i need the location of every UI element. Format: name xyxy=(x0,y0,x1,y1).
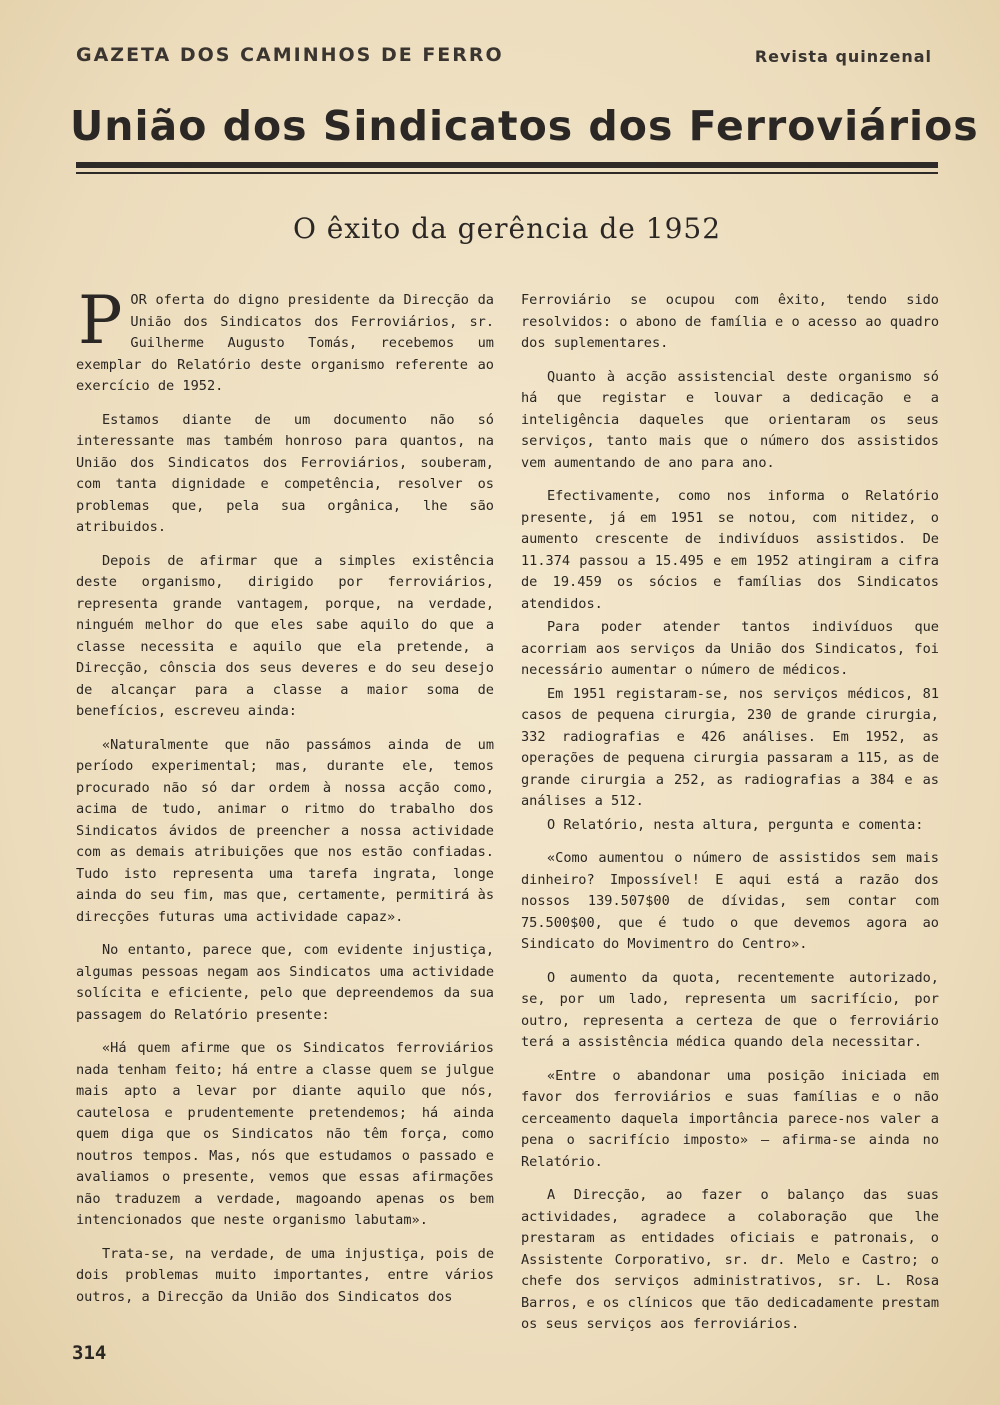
paragraph: Para poder atender tantos indivíduos que acorriam aos serviços da União dos Sindicatos, foi necessário aumentar o número de médicos. xyxy=(521,619,939,678)
paragraph: A Direcção, ao fazer o balanço das suas actividades, agradece a colaboração que lhe prestaram as entidades oficiais e patronais, o Assistente Corporativo, sr. dr. Melo e Castro; o chefe dos serviços administrativos, sr. L. Rosa Barros, e os clínicos que tão dedicadamente prestam os seus serviços aos ferroviários. xyxy=(521,1187,939,1332)
quote-paragraph: «Há quem afirme que os Sindicatos ferroviários nada tenham feito; há entre a classe quem se julgue mais apto a levar por diante aquilo que nós, cautelosa e prudentemente pretendemos; há ainda quem diga que os Sindicatos não têm força, como noutros tempos. Mas, nós que estudamos o passado e avaliamos o presente, vemos que essas afirmações não traduzem a verdade, magoando apenas os bem intencionados que neste organismo labutam». xyxy=(76,1040,494,1228)
quote-paragraph: «Naturalmente que não passámos ainda de um período experimental; mas, durante ele, temos procurado não só dar ordem à nossa acção como, acima de tudo, animar o ritmo do trabalho dos Sindicatos ávidos de preencher a nossa actividade com as demais atribuições que nos estão confiadas. Tudo isto representa uma tarefa ingrata, longe ainda do seu fim, mas que, certamente, permitirá às direcções futuras uma actividade capaz». xyxy=(76,736,494,925)
paragraph: Depois de afirmar que a simples existência deste organismo, dirigido por ferroviários, representa grande vantagem, porque, na verdade, ninguém melhor do que eles sabe aquilo do que a classe necessita e aquilo que ela pretende, a Direcção, cônscia dos seus deveres e do seu desejo de alcançar para a classe a maior soma de benefícios, escreveu ainda: xyxy=(76,552,494,719)
quote-paragraph: «Como aumentou o número de assistidos sem mais dinheiro? Impossível! E aqui está a razão dos nossos 139.507$00 de dívidas, sem contar com 75.500$00, que é tudo o que devemos agora ao Sindicato do Movimentro do Centro». xyxy=(521,850,939,952)
right-column xyxy=(521,290,939,1348)
title-rule-thick xyxy=(76,162,938,168)
article-title: União dos Sindicatos dos Ferroviários xyxy=(70,102,979,150)
paragraph: O aumento da quota, recentemente autorizado, se, por um lado, representa um sacrifício, por outro, representa a certeza de que o ferroviário terá a assistência médica quando dela necessitar. xyxy=(521,969,939,1050)
paragraph: Quanto à acção assistencial deste organismo só há que registar e louvar a dedicação e a inteligência daqueles que orientaram os seus serviços, tanto mais que o número dos assistidos vem aumentando de ano para ano. xyxy=(521,368,939,471)
drop-cap: P xyxy=(78,282,123,359)
publication-name: GAZETA DOS CAMINHOS DE FERRO xyxy=(76,44,504,66)
left-column xyxy=(76,282,494,1320)
paragraph: Estamos diante de um documento não só interessante mas também honroso para quantos, na União dos Sindicatos dos Ferroviários, souberam, com tanta dignidade e competência, resolver os problemas que, pela sua orgânica, lhe são atribuidos. xyxy=(76,411,494,535)
paragraph: POR oferta do digno presidente da Direcção da União dos Sindicatos dos Ferroviários, sr. Guilherme Augusto Tomás, recebemos um exemplar do Relatório deste organismo referente ao exercício de 1952. xyxy=(76,282,494,394)
publication-frequency: Revista quinzenal xyxy=(754,47,932,66)
paragraph: No entanto, parece que, com evidente injustiça, algumas pessoas negam aos Sindicatos uma actividade solícita e eficiente, pelo que depreendemos da sua passagem do Relatório presente: xyxy=(76,942,494,1023)
paragraph: Efectivamente, como nos informa o Relatório presente, já em 1951 se notou, com nitidez, o aumento crescente de indivíduos assistidos. De 11.374 passou a 15.495 e em 1952 atingiram a cifra de 19.459 os sócios e famílias dos Sindicatos atendidos. xyxy=(521,488,939,612)
paragraph: O Relatório, nesta altura, pergunta e comenta: xyxy=(547,816,924,833)
quote-paragraph: «Entre o abandonar uma posição iniciada em favor dos ferroviários e suas famílias e o não cerceamento daquela importância parece-nos valer a pena o sacrifício imposto» — afirma-se ainda no Relatório. xyxy=(521,1067,939,1170)
paragraph: Trata-se, na verdade, de uma injustiça, pois de dois problemas muito importantes, entre vários outros, a Direcção da União dos Sindicatos dos xyxy=(76,1245,494,1305)
title-rule-thin xyxy=(76,172,938,174)
article-subtitle: O êxito da gerência de 1952 xyxy=(292,212,722,245)
paragraph: Ferroviário se ocupou com êxito, tendo sido resolvidos: o abono de família e o acesso ao quadro dos suplementares. xyxy=(521,292,939,351)
paragraph: Em 1951 registaram-se, nos serviços médicos, 81 casos de pequena cirurgia, 230 de grande cirurgia, 332 radiografias e 426 análises. Em 1952, as operações de pequena cirurgia passaram a 115, as de grande cirurgia a 252, as radiografias a 384 e as análises a 512. xyxy=(521,685,939,809)
page-number: 314 xyxy=(72,1342,107,1364)
